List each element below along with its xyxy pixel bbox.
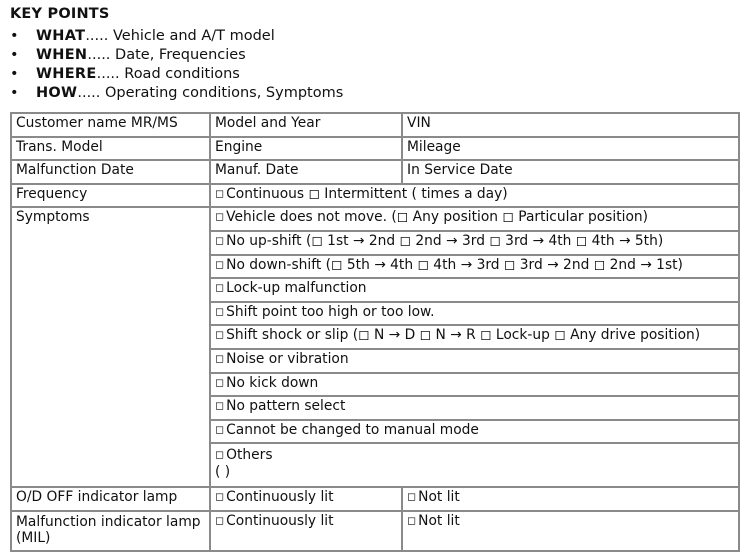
checkbox-icon[interactable]: ◻ <box>215 399 225 413</box>
option-text: Not lit <box>418 489 460 506</box>
symptom-row <box>210 207 739 231</box>
checkbox-icon[interactable]: ◻ <box>407 490 417 504</box>
symptom-row <box>210 349 739 373</box>
checkbox-icon[interactable]: ◻ <box>215 422 225 436</box>
symptom-text: Noise or vibration <box>226 350 349 367</box>
key-point-how <box>10 84 343 103</box>
checkbox-icon[interactable]: ◻ <box>215 351 225 365</box>
frequency-label: Frequency <box>11 184 210 208</box>
checkbox-icon[interactable]: ◻ <box>215 375 225 389</box>
frequency-options <box>210 184 739 208</box>
od-off-not-lit <box>402 487 739 511</box>
diagnostic-worksheet <box>10 112 740 552</box>
checkbox-icon[interactable]: ◻ <box>215 186 225 200</box>
others-input[interactable]: ( ) <box>215 464 231 481</box>
symptom-row <box>210 231 739 255</box>
key-point-dots: ..... <box>77 85 101 101</box>
symptom-row <box>210 420 739 444</box>
trans-model-cell: Trans. Model <box>11 137 210 161</box>
vin-cell: VIN <box>402 113 739 137</box>
key-point-term: WHAT <box>36 28 86 44</box>
symptom-row <box>210 255 739 279</box>
symptom-others-row <box>210 443 739 487</box>
symptom-row <box>210 373 739 397</box>
key-point-what <box>10 27 343 46</box>
bullet: • <box>10 47 19 63</box>
symptom-text: No pattern select <box>226 398 346 415</box>
symptom-row <box>210 302 739 326</box>
option-text: Continuously lit <box>226 512 334 529</box>
key-points-list <box>10 27 343 103</box>
symptom-row <box>210 325 739 349</box>
key-point-when <box>10 46 343 65</box>
symptoms-label: Symptoms <box>11 207 210 487</box>
in-service-date-cell: In Service Date <box>402 160 739 184</box>
checkbox-icon[interactable]: ◻ <box>407 513 417 527</box>
malfunction-date-cell: Malfunction Date <box>11 160 210 184</box>
key-point-text: Operating conditions, Symptoms <box>100 85 344 101</box>
mileage-cell: Mileage <box>402 137 739 161</box>
manuf-date-cell: Manuf. Date <box>210 160 402 184</box>
symptom-text: Cannot be changed to manual mode <box>226 421 479 438</box>
symptom-text: Vehicle does not move. (◻ Any position ◻ Particular position) <box>226 209 649 226</box>
symptom-row <box>210 278 739 302</box>
symptom-text: Lock-up malfunction <box>226 280 367 297</box>
od-off-continuously-lit <box>210 487 402 511</box>
checkbox-icon[interactable]: ◻ <box>215 281 225 295</box>
key-point-term: WHERE <box>36 66 97 82</box>
key-point-dots: ..... <box>87 47 111 63</box>
frequency-text: Continuous ◻ Intermittent ( times a day) <box>226 185 508 202</box>
key-point-text: Road conditions <box>119 66 240 82</box>
bullet: • <box>10 28 19 44</box>
symptom-text: No down-shift (◻ 5th → 4th ◻ 4th → 3rd ◻ 3rd → 2nd ◻ 2nd → 1st) <box>226 256 683 273</box>
checkbox-icon[interactable]: ◻ <box>215 513 225 527</box>
others-label: Others <box>226 447 273 464</box>
key-point-dots: ..... <box>96 66 120 82</box>
symptom-text: Shift point too high or too low. <box>226 303 435 320</box>
key-point-dots: ..... <box>85 28 109 44</box>
model-year-cell: Model and Year <box>210 113 402 137</box>
symptom-row <box>210 396 739 420</box>
engine-cell: Engine <box>210 137 402 161</box>
key-point-term: WHEN <box>36 47 88 63</box>
key-point-text: Date, Frequencies <box>110 47 246 63</box>
symptom-text: No kick down <box>226 374 319 391</box>
key-point-where <box>10 65 343 84</box>
checkbox-icon[interactable]: ◻ <box>215 328 225 342</box>
key-points-title: KEY POINTS <box>10 6 110 22</box>
bullet: • <box>10 85 19 101</box>
symptom-text: Shift shock or slip (◻ N → D ◻ N → R ◻ Lock-up ◻ Any drive position) <box>226 327 701 344</box>
checkbox-icon[interactable]: ◻ <box>215 233 225 247</box>
od-off-lamp-label: O/D OFF indicator lamp <box>11 487 210 511</box>
checkbox-icon[interactable]: ◻ <box>215 210 225 224</box>
option-text: Continuously lit <box>226 489 334 506</box>
symptom-text: No up-shift (◻ 1st → 2nd ◻ 2nd → 3rd ◻ 3rd → 4th ◻ 4th → 5th) <box>226 232 664 249</box>
checkbox-icon[interactable]: ◻ <box>215 448 225 462</box>
key-point-text: Vehicle and A/T model <box>108 28 275 44</box>
checkbox-icon[interactable]: ◻ <box>215 257 225 271</box>
key-point-term: HOW <box>36 85 78 101</box>
mil-lamp-label: Malfunction indicator lamp (MIL) <box>11 511 210 551</box>
option-text: Not lit <box>418 512 460 529</box>
mil-continuously-lit <box>210 511 402 551</box>
checkbox-icon[interactable]: ◻ <box>215 304 225 318</box>
checkbox-icon[interactable]: ◻ <box>215 490 225 504</box>
bullet: • <box>10 66 19 82</box>
customer-name-cell: Customer name MR/MS <box>11 113 210 137</box>
mil-not-lit <box>402 511 739 551</box>
